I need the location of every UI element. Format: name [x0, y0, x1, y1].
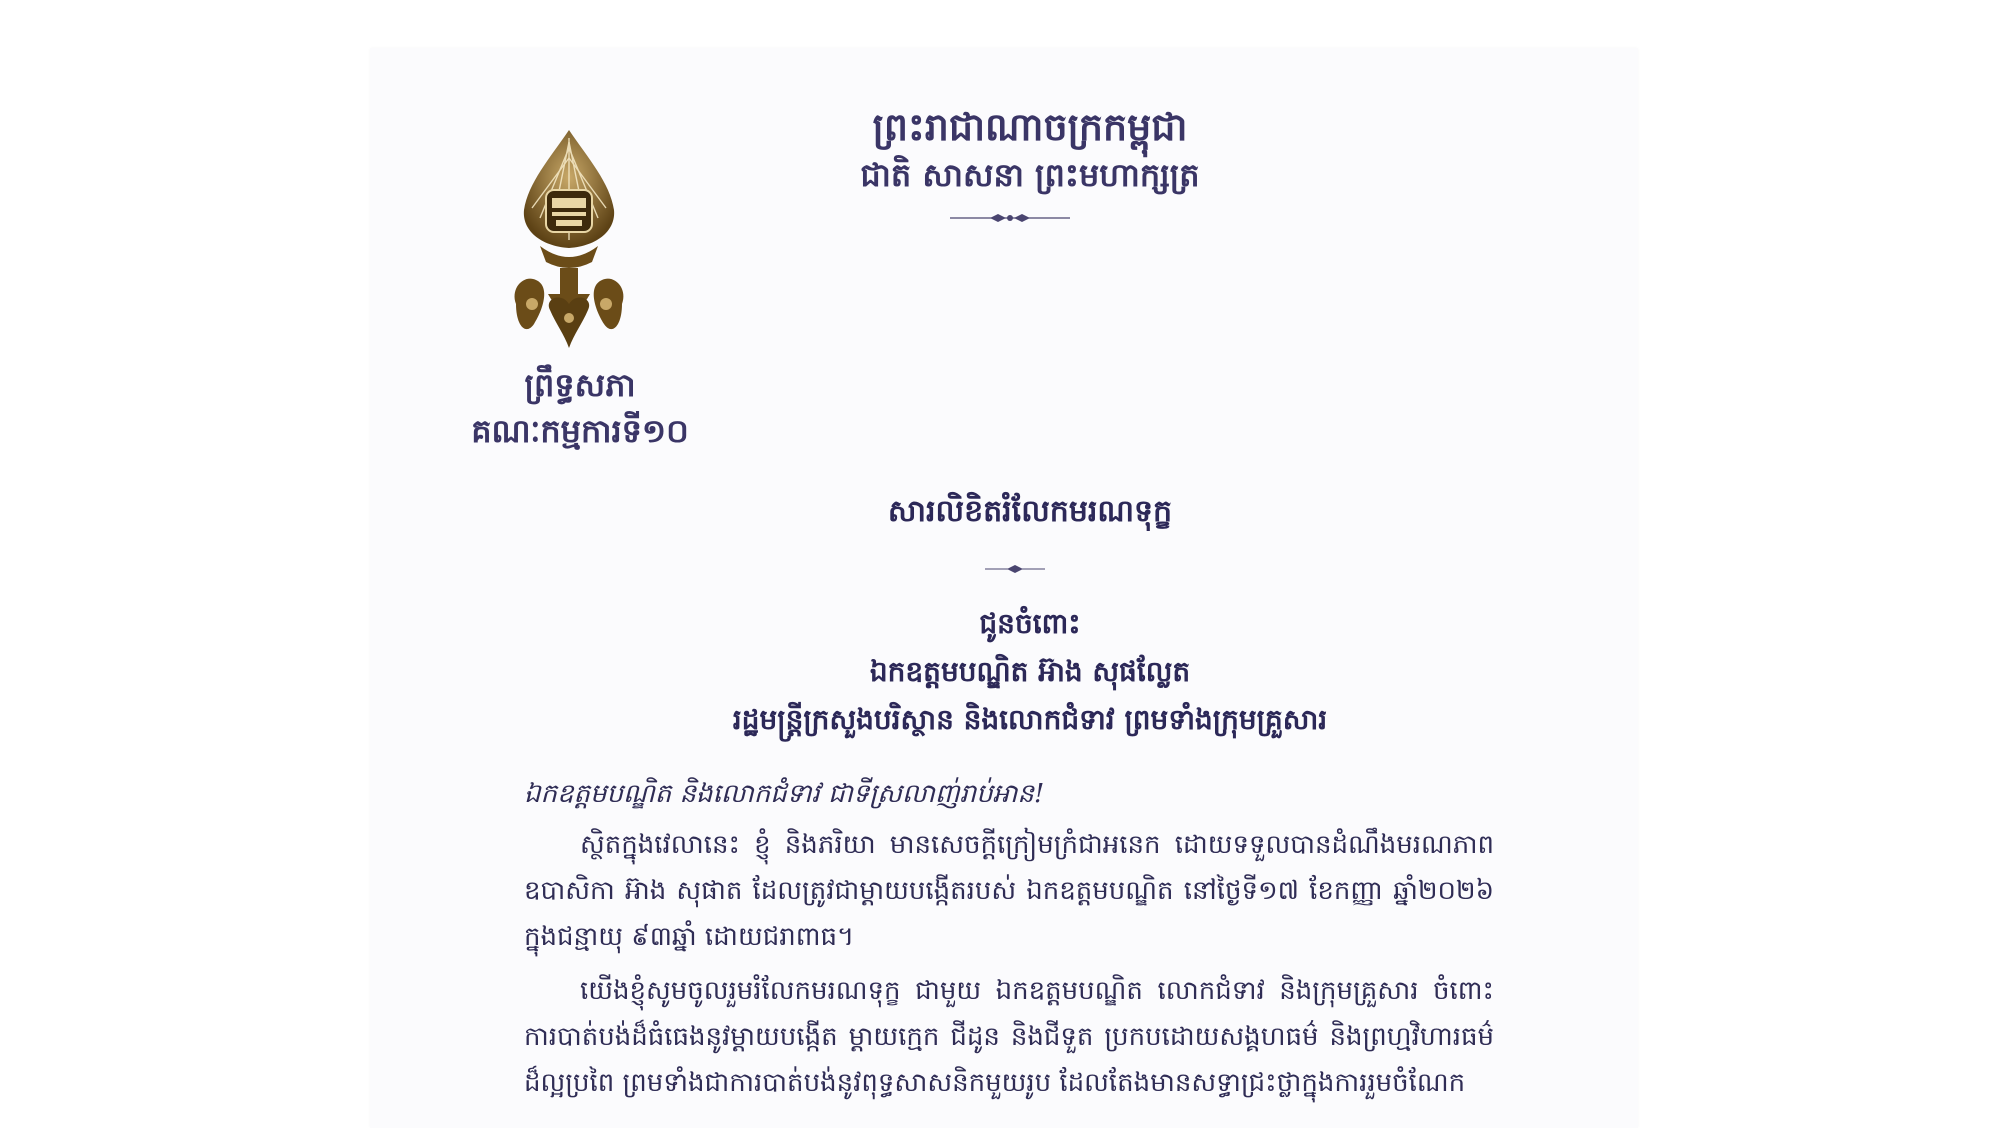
- letter-body: [524, 772, 1494, 1114]
- kingdom-motto: [760, 102, 1300, 198]
- recipient-role: រដ្ឋមន្ត្រីក្រសួងបរិស្ថាន និងលោកជំទាវ ព្រមទាំងក្រុមគ្រួសារ: [732, 703, 1328, 736]
- addressee-block: [560, 600, 1500, 744]
- addressed-to-label: ជូនចំពោះ: [979, 607, 1081, 640]
- sender-institution: ព្រឹទ្ធសភា: [524, 366, 636, 404]
- letter-title: សារលិខិតរំលែកមរណទុក្ខ: [887, 494, 1173, 529]
- sender-committee: គណៈកម្មការទី១០: [471, 412, 689, 450]
- national-motto: ជាតិ សាសនា ព្រះមហាក្សត្រ: [860, 156, 1200, 194]
- divider-ornament-icon: [950, 212, 1070, 224]
- body-paragraph: ស្ថិតក្នុងវេលានេះ ខ្ញុំ និងភរិយា មានសេចក្តីក្រៀមក្រំជាអនេក ដោយទទួលបានដំណឹងមរណភាព ឧបាសិកា អ៊ាង សុផាត ដែលត្រូវជាម្តាយបង្កើតរបស់ ឯកឧត្តមបណ្ឌិត នៅថ្ងៃទី១៧ ខែកញ្ញា ឆ្នាំ២០២៦ ក្នុងជន្មាយុ ៩៣ឆ្នាំ ដោយជរាពាធ។: [524, 830, 1494, 952]
- senate-emblem-icon: [510, 128, 628, 352]
- salutation: ឯកឧត្តមបណ្ឌិត និងលោកជំទាវ ជាទីស្រលាញ់រាប់អាន!: [524, 779, 1045, 809]
- sender-block: [420, 362, 740, 454]
- kingdom-name: ព្រះរាជាណាចក្រកម្ពុជា: [872, 104, 1188, 149]
- recipient-name: ឯកឧត្តមបណ្ឌិត អ៊ាង សុផល្លែត: [869, 655, 1191, 688]
- body-paragraph: យើងខ្ញុំសូមចូលរួមរំលែកមរណទុក្ខ ជាមួយ ឯកឧត្តមបណ្ឌិត លោកជំទាវ និងក្រុមគ្រួសារ ចំពោះ ការបាត់បង់ដ៏ធំធេងនូវម្តាយបង្កើត ម្តាយក្មេក ជីដូន និងជីទួត ប្រកបដោយសង្គហធម៌ និងព្រហ្មវិហារធម៌ ដ៏ល្អប្រពៃ ព្រមទាំងជាការបាត់បង់នូវពុទ្ធសាសនិកមួយរូប ដែលតែងមានសទ្ធាជ្រះថ្លាក្នុងការរួមចំណែក: [524, 976, 1494, 1098]
- title-ornament-icon: [985, 564, 1045, 574]
